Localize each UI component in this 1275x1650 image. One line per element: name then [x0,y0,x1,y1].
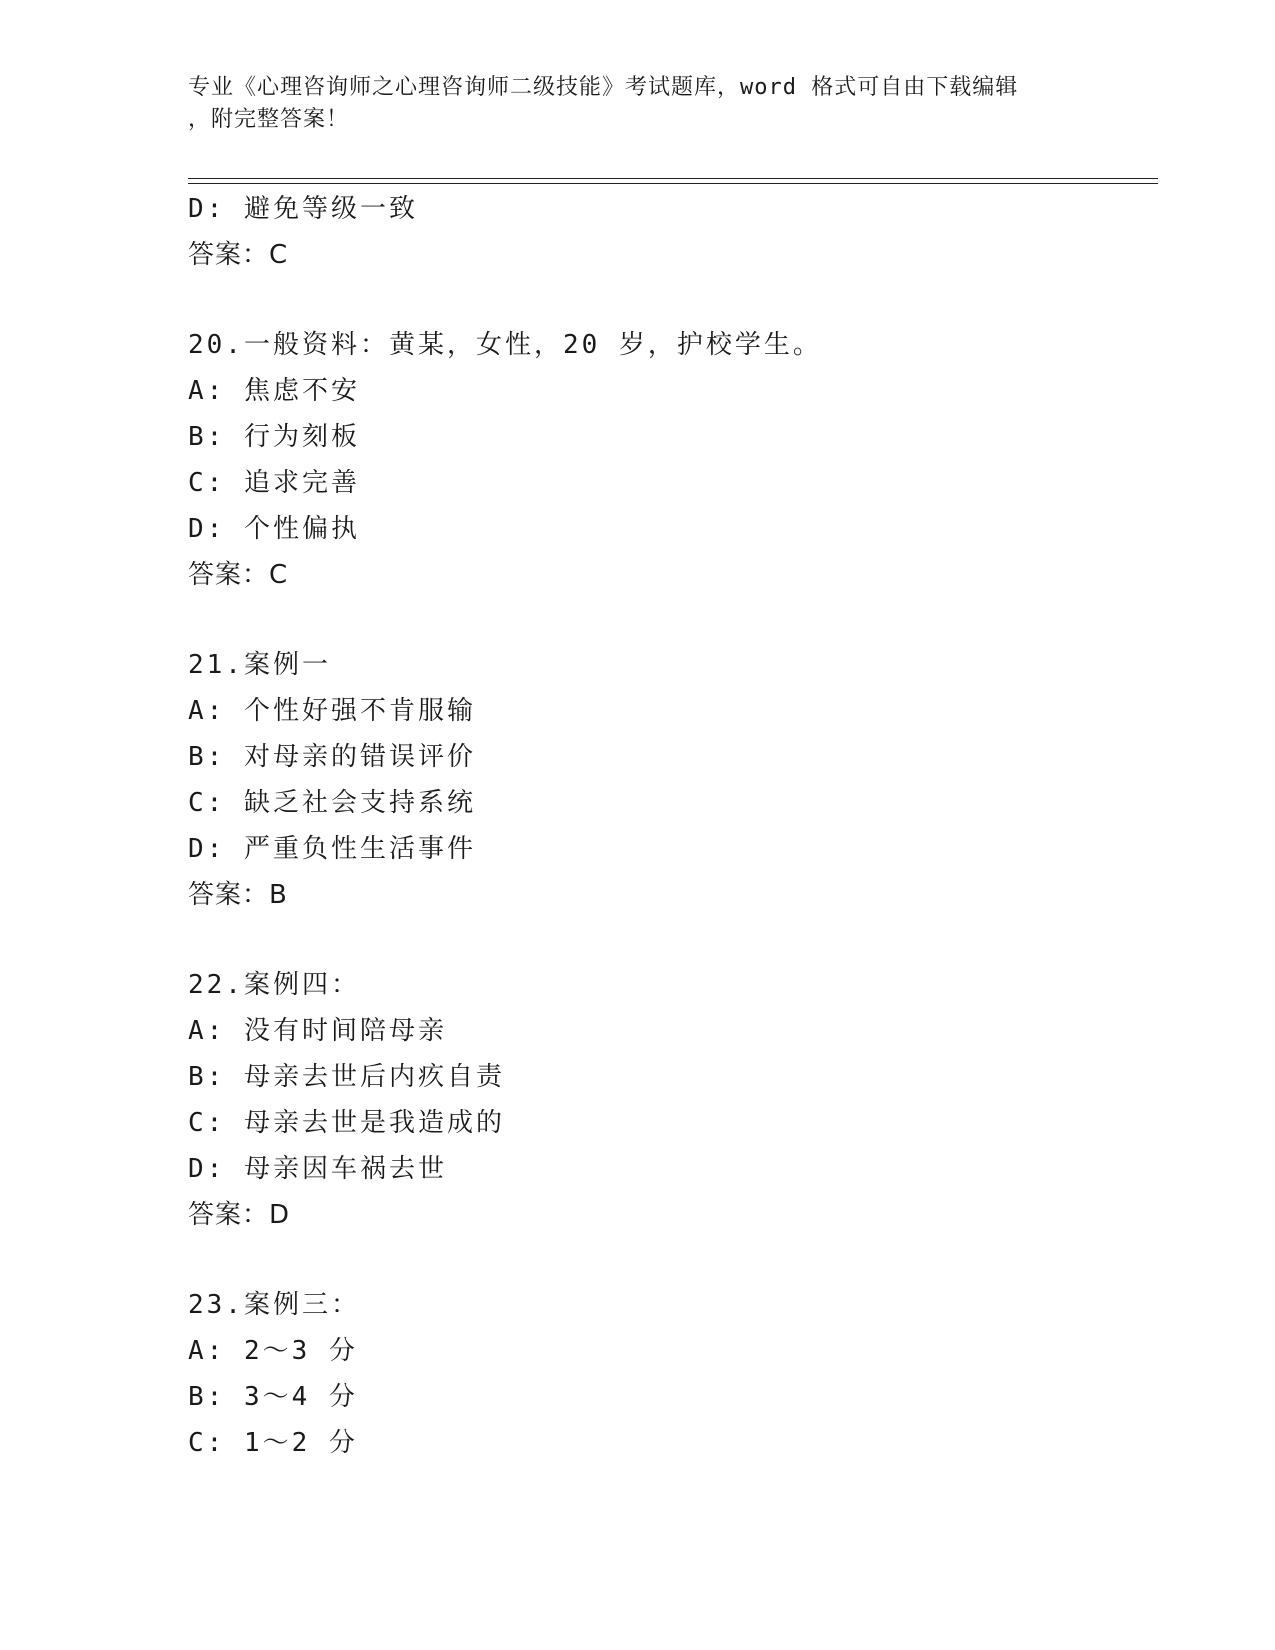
question-stem: 22.案例四： [188,970,360,1000]
question-list [188,186,1148,1466]
option-line: D: 严重负性生活事件 [188,834,476,864]
option-line: C: 母亲去世是我造成的 [188,1108,505,1138]
option-line: C: 缺乏社会支持系统 [188,788,476,818]
header-title-line-1: 专业《心理咨询师之心理咨询师二级技能》考试题库，word 格式可自由下载编辑 [188,75,1019,100]
option-line: D: 母亲因车祸去世 [188,1154,447,1184]
question-stem: 23.案例三： [188,1290,360,1320]
option-line: D: 避免等级一致 [188,194,418,224]
document-header [188,72,1088,136]
question-stem: 21.案例一 [188,650,331,680]
option-line: B: 3～4 分 [188,1382,358,1412]
option-line: C: 1～2 分 [188,1428,358,1458]
option-line: A: 焦虑不安 [188,376,360,406]
option-line: A: 没有时间陪母亲 [188,1016,447,1046]
option-line: D: 个性偏执 [188,514,360,544]
option-line: B: 对母亲的错误评价 [188,742,476,772]
question-stem: 20.一般资料：黄某，女性，20 岁，护校学生。 [188,330,822,360]
option-line: B: 行为刻板 [188,422,360,452]
option-line: B: 母亲去世后内疚自责 [188,1062,505,1092]
header-title-line-2: ，附完整答案！ [188,107,350,132]
header-divider-top [188,178,1158,179]
option-line: C: 追求完善 [188,468,360,498]
answer-line: 答案：C [188,240,289,270]
answer-line: 答案：B [188,880,288,910]
option-line: A: 2～3 分 [188,1336,358,1366]
answer-line: 答案：D [188,1200,291,1230]
header-divider-bottom [188,183,1158,184]
answer-line: 答案：C [188,560,289,590]
option-line: A: 个性好强不肯服输 [188,696,476,726]
